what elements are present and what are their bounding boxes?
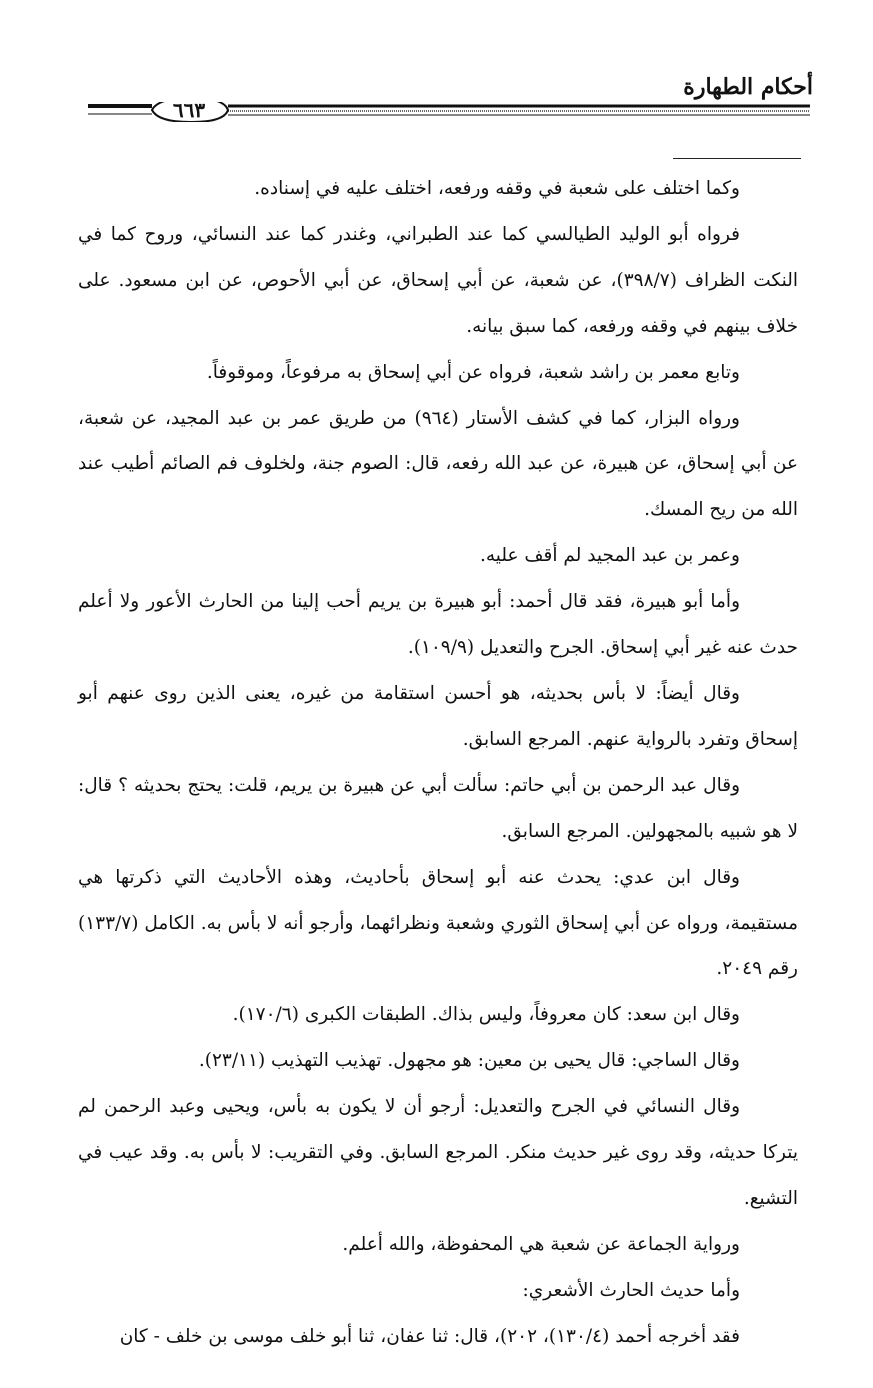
- paragraph: وتابع معمر بن راشد شعبة، فرواه عن أبي إسحاق به مرفوعاً، وموقوفاً.: [206, 361, 740, 383]
- paragraph: ورواه البزار، كما في كشف الأستار (٩٦٤) من طريق عمر بن عبد المجيد، عن شعبة، عن أبي إسحاق، عن هبيرة، عن عبد الله رفعه، قال: الصوم جنة، ولخلوف فم الصائم أطيب عند الله من ريح المسك.: [78, 407, 798, 521]
- paragraph: وأما أبو هبيرة، فقد قال أحمد: أبو هبيرة بن يريم أحب إلينا من الحارث الأعور ولا أعلم حدث عنه غير أبي إسحاق. الجرح والتعديل (١٠٩/٩).: [78, 591, 798, 659]
- page-number: ٦٦٣: [172, 98, 206, 122]
- paragraph: ورواية الجماعة عن شعبة هي المحفوظة، والله أعلم.: [342, 1233, 740, 1255]
- paragraph: وقال ابن سعد: كان معروفاً، وليس بذاك. الطبقات الكبرى (١٧٠/٦).: [232, 1004, 740, 1026]
- running-title: أحكام الطهارة: [683, 74, 813, 100]
- paragraph: فرواه أبو الوليد الطيالسي كما عند الطبراني، وغندر كما عند النسائي، وروح كما في النكت الظراف (٣٩٨/٧)، عن شعبة، عن أبي إسحاق، عن أبي الأحوص، عن ابن مسعود. على خلاف بينهم في وقفه ورفعه، كما سبق بيانه.: [78, 223, 799, 337]
- paragraph: وقال أيضاً: لا بأس بحديثه، هو أحسن استقامة من غيره، يعنى الذين روى عنهم أبو إسحاق وتفرد بالرواية عنهم. المرجع السابق.: [78, 682, 798, 750]
- paragraph: وكما اختلف على شعبة في وقفه ورفعه، اختلف عليه في إسناده.: [254, 178, 740, 199]
- paragraph: وقال النسائي في الجرح والتعديل: أرجو أن لا يكون به بأس، ويحيى وعبد الرحمن لم يتركا حديثه، وقد روى غير حديث منكر. المرجع السابق. وفي التقريب: لا بأس به. وقد عيب في التشيع.: [78, 1096, 798, 1209]
- paragraph: وقال ابن عدي: يحدث عنه أبو إسحاق بأحاديث، وهذه الأحاديث التي ذكرتها هي مستقيمة، ورواه عن أبي إسحاق الثوري وشعبة ونظرائهما، وأرجو أنه لا بأس به. الكامل (١٣٣/٧) رقم ٢٠٤٩.: [78, 866, 798, 980]
- body-text: [78, 166, 798, 1360]
- paragraph: وعمر بن عبد المجيد لم أقف عليه.: [479, 545, 740, 567]
- paragraph: وقال الساجي: قال يحيى بن معين: هو مجهول. تهذيب التهذيب (٢٣/١١).: [198, 1050, 740, 1072]
- paragraph: فقد أخرجه أحمد (١٣٠/٤)، ٢٠٢)، قال: ثنا عفان، ثنا أبو خلف موسى بن خلف - كان: [119, 1325, 740, 1347]
- paragraph: وقال عبد الرحمن بن أبي حاتم: سألت أبي عن هبيرة بن يريم، قلت: يحتج بحديثه ؟ قال: لا هو شبيه بالمجهولين. المرجع السابق.: [78, 774, 798, 842]
- footnote-separator: [673, 158, 801, 159]
- paragraph: وأما حديث الحارث الأشعري:: [522, 1279, 740, 1301]
